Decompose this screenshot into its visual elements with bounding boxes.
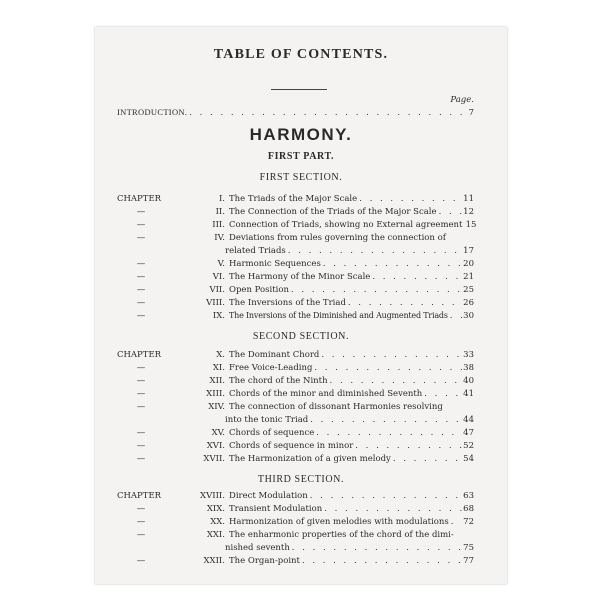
entry-page: 30 (463, 311, 474, 321)
dot-leader (346, 298, 462, 308)
toc-entry (117, 220, 477, 232)
chapter-number: XVIII. (200, 491, 225, 501)
entry-page: 11 (463, 194, 474, 204)
chapter-number: VII. (209, 285, 225, 295)
dot-leader (187, 108, 462, 118)
chapter-dash: — (136, 454, 146, 464)
entry-title: Chords of sequence (229, 428, 315, 438)
entry-title: Harmonic Sequences (229, 259, 321, 269)
entry-title: The Connection of the Triads of the Major Scale (229, 207, 437, 217)
toc-entry-continuation (117, 543, 474, 555)
chapter-number: VIII. (206, 298, 225, 308)
toc-entry (117, 233, 474, 245)
chapter-number: XV. (211, 428, 225, 438)
entry-title: Chords of the minor and diminished Seventh (229, 389, 423, 399)
chapter-dash: — (136, 272, 146, 282)
entry-page: 15 (465, 220, 477, 230)
dot-leader (422, 389, 462, 399)
title-rule (271, 89, 327, 90)
entry-page: 40 (463, 376, 474, 386)
dot-leader (449, 517, 462, 527)
entry-page: 47 (463, 428, 474, 438)
entry-title: The Organ-point (229, 556, 300, 566)
toc-entry (117, 491, 474, 503)
chapter-number: XIX. (206, 504, 225, 514)
entry-title: Open Position (229, 285, 289, 295)
toc-entry (117, 517, 474, 529)
dot-leader (322, 504, 462, 514)
dot-leader (328, 376, 462, 386)
toc-entry (117, 259, 474, 271)
chapter-number: XI. (212, 363, 225, 373)
chapter-number: III. (212, 220, 225, 230)
page-title: TABLE OF CONTENTS. (213, 47, 389, 62)
entry-page: 77 (463, 556, 474, 566)
toc-entry-continuation (117, 415, 474, 427)
toc-entry (117, 428, 474, 440)
entry-page: 7 (468, 108, 474, 118)
toc-entry (117, 363, 474, 375)
chapter-dash: — (136, 363, 146, 373)
toc-entry-continuation (117, 246, 474, 258)
toc-entry (117, 298, 474, 310)
entry-title: Connection of Triads, showing no External agreement (229, 220, 463, 230)
entry-page: 72 (463, 517, 474, 527)
entry-title: Direct Modulation (229, 491, 308, 501)
entry-title-continuation: related Triads (225, 246, 286, 256)
entry-title: INTRODUCTION. (117, 107, 188, 117)
entry-page: 44 (463, 415, 474, 425)
entry-page: 26 (463, 298, 474, 308)
dot-leader (391, 454, 462, 464)
entry-page: 52 (463, 441, 474, 451)
entry-page: 17 (463, 246, 474, 256)
entry-page: 38 (463, 363, 474, 373)
entry-page: 25 (463, 285, 474, 295)
dot-leader (437, 207, 462, 217)
dot-leader (308, 415, 462, 425)
toc-entry (117, 504, 474, 516)
toc-entry (117, 194, 474, 206)
toc-entry (117, 530, 474, 542)
dot-leader (289, 285, 462, 295)
toc-entry (117, 376, 474, 388)
entry-title: Chords of sequence in minor (229, 441, 354, 451)
chapter-number: XVII. (203, 454, 225, 464)
chapter-dash: — (136, 376, 146, 386)
chapter-dash: — (136, 233, 146, 243)
toc-entry (117, 311, 474, 323)
entry-title: Free Voice-Leading (229, 363, 313, 373)
section-heading: THIRD SECTION. (257, 474, 345, 485)
entry-title-continuation: nished seventh (225, 543, 290, 553)
toc-entry (117, 556, 474, 568)
chapter-number: II. (215, 207, 225, 217)
dot-leader (300, 556, 462, 566)
chapter-dash: — (136, 402, 146, 412)
entry-page: 75 (463, 543, 474, 553)
entry-title: The enharmonic properties of the chord of the dimi- (229, 530, 454, 540)
entry-page: 33 (463, 350, 474, 360)
chapter-number: XVI. (206, 441, 225, 451)
chapter-dash: — (136, 220, 146, 230)
chapter-number: XIII. (206, 389, 225, 399)
entry-title: The Dominant Chord (229, 350, 320, 360)
toc-entry (117, 272, 474, 284)
page-column-label: Page. (450, 95, 474, 105)
entry-title: The Harmony of the Minor Scale (229, 272, 371, 282)
book-page (95, 27, 507, 584)
dot-leader (308, 491, 462, 501)
toc-entry (117, 207, 474, 219)
dot-leader (321, 259, 462, 269)
section-heading: SECOND SECTION. (252, 331, 350, 342)
chapter-dash: — (136, 428, 146, 438)
entry-title: The Triads of the Major Scale (229, 194, 358, 204)
chapter-label: CHAPTER (117, 491, 162, 501)
chapter-number: I. (218, 194, 225, 204)
toc-entry-introduction (117, 107, 474, 119)
chapter-label: CHAPTER (117, 350, 162, 360)
dot-leader (319, 350, 462, 360)
entry-page: 41 (463, 389, 474, 399)
dot-leader (370, 272, 462, 282)
chapter-dash: — (136, 298, 146, 308)
chapter-dash: — (136, 311, 146, 321)
chapter-dash: — (136, 389, 146, 399)
entry-title: The connection of dissonant Harmonies resolving (229, 402, 443, 412)
toc-entry (117, 389, 474, 401)
chapter-number: XII. (209, 376, 225, 386)
chapter-number: X. (216, 350, 225, 360)
dot-leader (286, 246, 462, 256)
toc-entry (117, 350, 474, 362)
part-heading: FIRST PART. (267, 151, 335, 162)
entry-title: The Inversions of the Diminished and Augmented Triads (229, 311, 448, 320)
chapter-dash: — (136, 530, 146, 540)
entry-page: 68 (463, 504, 474, 514)
entry-page: 54 (463, 454, 474, 464)
entry-title: Harmonization of given melodies with modulations (229, 517, 449, 527)
chapter-number: XXII. (203, 556, 225, 566)
chapter-dash: — (136, 441, 146, 451)
entry-page: 12 (463, 207, 474, 217)
chapter-label: CHAPTER (117, 194, 162, 204)
entry-page: 20 (463, 259, 474, 269)
entry-title: Deviations from rules governing the connection of (229, 233, 446, 243)
dot-leader (312, 363, 462, 373)
chapter-number: VI. (212, 272, 225, 282)
dot-leader (290, 543, 462, 553)
dot-leader (357, 194, 462, 204)
section-heading: FIRST SECTION. (259, 172, 343, 183)
chapter-dash: — (136, 285, 146, 295)
chapter-dash: — (136, 259, 146, 269)
chapter-number: XXI. (206, 530, 225, 540)
toc-entry (117, 402, 474, 414)
entry-page: 21 (463, 272, 474, 282)
entry-title-continuation: into the tonic Triad (225, 415, 309, 425)
chapter-number: IV. (214, 233, 225, 243)
chapter-number: V. (217, 259, 225, 269)
main-heading: HARMONY. (249, 125, 353, 144)
entry-title: The chord of the Ninth (229, 376, 328, 386)
chapter-dash: — (136, 556, 146, 566)
dot-leader (314, 428, 462, 438)
chapter-dash: — (136, 517, 146, 527)
toc-entry (117, 285, 474, 297)
chapter-number: IX. (212, 311, 225, 321)
chapter-dash: — (136, 207, 146, 217)
toc-entry (117, 454, 474, 466)
toc-entry (117, 441, 474, 453)
entry-title: Transient Modulation (229, 504, 323, 514)
dot-leader (448, 311, 462, 321)
entry-title: The Inversions of the Triad (229, 298, 346, 308)
dot-leader (353, 441, 462, 451)
entry-title: The Harmonization of a given melody (229, 454, 391, 464)
chapter-number: XIV. (208, 402, 225, 412)
entry-page: 63 (463, 491, 474, 501)
chapter-number: XX. (210, 517, 225, 527)
chapter-dash: — (136, 504, 146, 514)
